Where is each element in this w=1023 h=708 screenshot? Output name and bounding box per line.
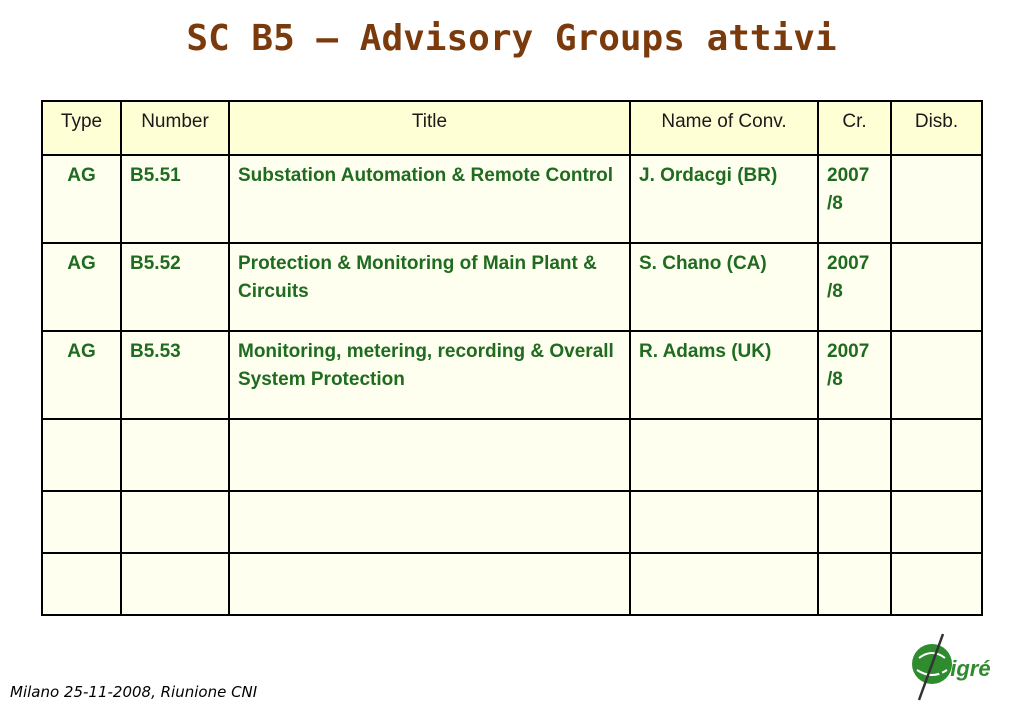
cell-title: Substation Automation & Remote Control <box>229 155 630 243</box>
cell-disb <box>891 155 982 243</box>
slide-title: SC B5 – Advisory Groups attivi <box>186 18 837 59</box>
empty-cell <box>121 419 229 491</box>
empty-cell <box>818 553 891 615</box>
empty-cell <box>229 553 630 615</box>
empty-cell <box>818 491 891 553</box>
cell-convenor: J. Ordacgi (BR) <box>630 155 818 243</box>
header-number: Number <box>121 101 229 155</box>
header-type: Type <box>42 101 121 155</box>
empty-cell <box>630 491 818 553</box>
cell-title: Monitoring, metering, recording & Overall System Protection <box>229 331 630 419</box>
empty-cell <box>42 419 121 491</box>
cigre-logo-icon <box>905 630 1005 706</box>
table-row-empty <box>42 553 982 615</box>
empty-cell <box>630 553 818 615</box>
empty-cell <box>891 491 982 553</box>
footer-text: Milano 25-11-2008, Riunione CNI <box>10 683 258 701</box>
table-row <box>42 243 982 331</box>
cell-cr: 2007 /8 <box>818 155 891 243</box>
cell-disb <box>891 243 982 331</box>
empty-cell <box>229 419 630 491</box>
cell-cr: 2007 /8 <box>818 243 891 331</box>
header-convenor: Name of Conv. <box>630 101 818 155</box>
empty-cell <box>42 491 121 553</box>
empty-cell <box>891 553 982 615</box>
header-disb: Disb. <box>891 101 982 155</box>
cell-convenor: S. Chano (CA) <box>630 243 818 331</box>
table-row-empty <box>42 419 982 491</box>
logo-text: cigré <box>938 656 991 681</box>
cell-number: B5.52 <box>121 243 229 331</box>
cell-type: AG <box>42 331 121 419</box>
table-header-row <box>42 101 982 155</box>
cell-cr: 2007 /8 <box>818 331 891 419</box>
table-row <box>42 331 982 419</box>
cell-title: Protection & Monitoring of Main Plant & Circuits <box>229 243 630 331</box>
cell-type: AG <box>42 243 121 331</box>
cell-number: B5.51 <box>121 155 229 243</box>
header-cr: Cr. <box>818 101 891 155</box>
empty-cell <box>121 491 229 553</box>
empty-cell <box>229 491 630 553</box>
table-row-empty <box>42 491 982 553</box>
cell-type: AG <box>42 155 121 243</box>
empty-cell <box>818 419 891 491</box>
table-row <box>42 155 982 243</box>
header-title: Title <box>229 101 630 155</box>
empty-cell <box>121 553 229 615</box>
empty-cell <box>630 419 818 491</box>
empty-cell <box>891 419 982 491</box>
advisory-groups-table <box>41 100 983 616</box>
cell-convenor: R. Adams (UK) <box>630 331 818 419</box>
empty-cell <box>42 553 121 615</box>
cell-number: B5.53 <box>121 331 229 419</box>
cell-disb <box>891 331 982 419</box>
